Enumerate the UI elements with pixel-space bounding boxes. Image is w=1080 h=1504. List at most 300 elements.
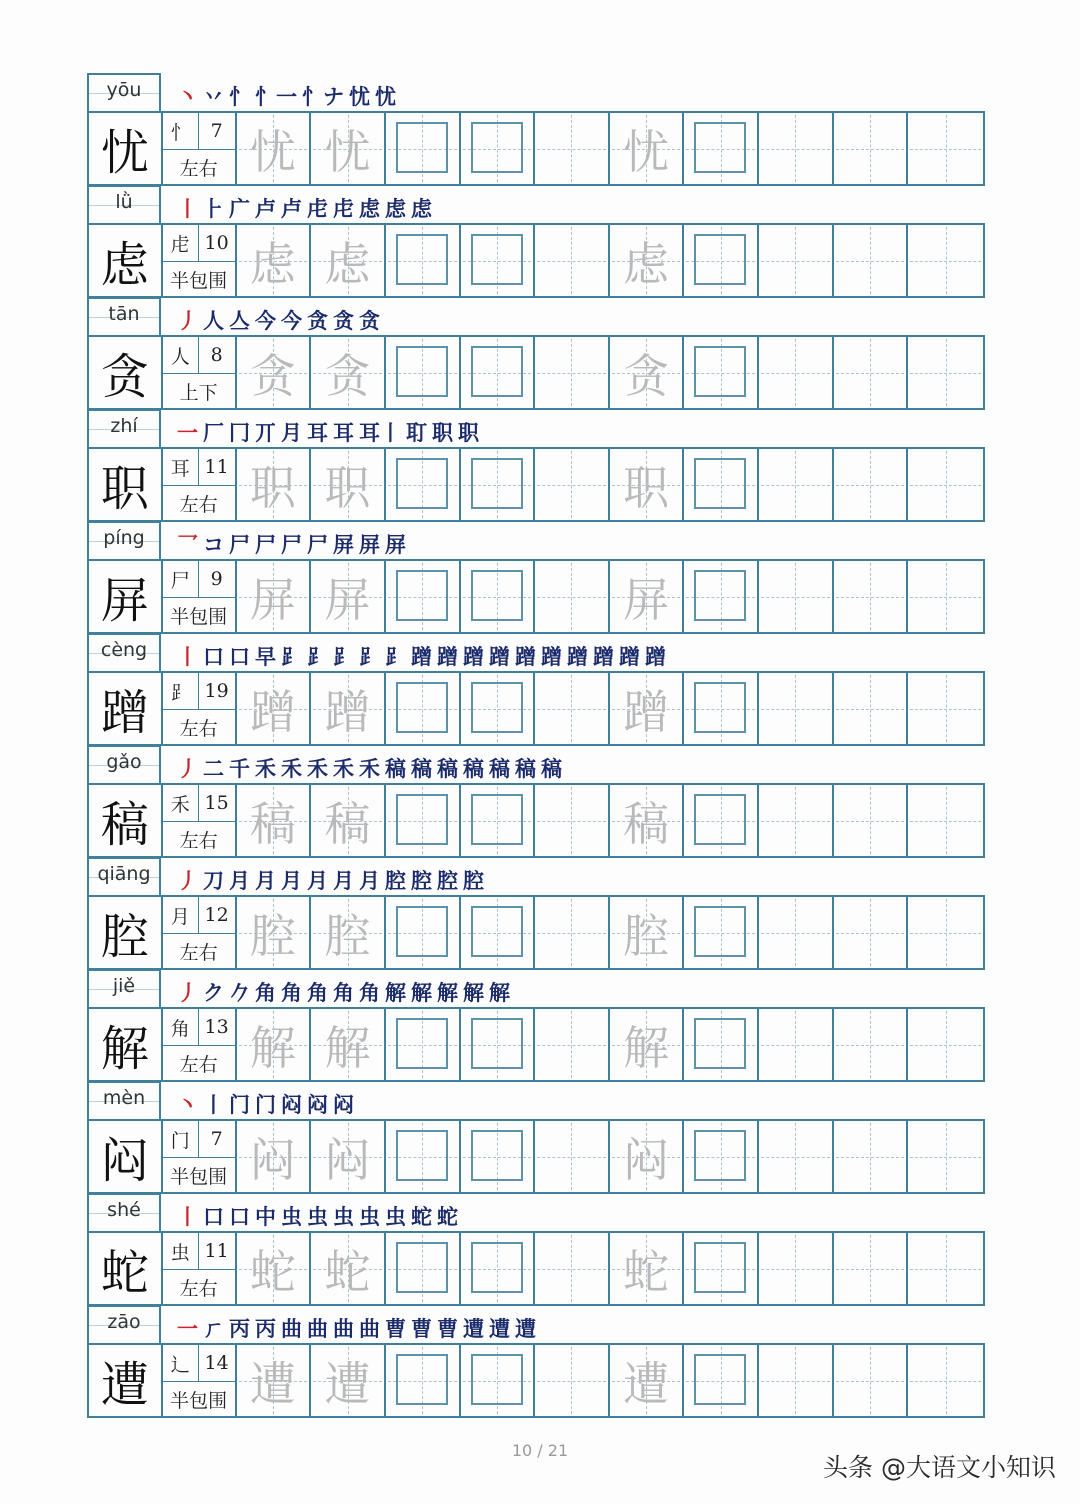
trace-character: 腔: [249, 908, 296, 963]
info-top: [163, 1009, 235, 1046]
character-info: [163, 673, 237, 744]
writing-row: [87, 447, 985, 522]
stroke-step: 耵: [406, 421, 427, 445]
stroke-step: 今: [281, 309, 302, 333]
stroke-count: 11: [204, 456, 229, 478]
pinyin-text: mèn: [102, 1087, 146, 1109]
boxed-cell[interactable]: [684, 337, 759, 408]
trace-character: 屏: [249, 572, 296, 627]
practice-cell[interactable]: [908, 673, 983, 744]
stroke-step: 蹭: [463, 645, 484, 669]
trace-cell[interactable]: [610, 337, 685, 408]
stroke-step: 忄: [229, 85, 250, 109]
stroke-step: 千: [229, 757, 250, 781]
character-entry: [87, 857, 985, 969]
trace-cell[interactable]: [610, 449, 685, 520]
stroke-step: 𠂊: [229, 981, 250, 1005]
radical: ⻊: [163, 673, 199, 709]
practice-cell[interactable]: [834, 1233, 909, 1304]
practice-cell[interactable]: [759, 785, 834, 856]
writing-row: [87, 335, 985, 410]
stroke-step: 月: [255, 869, 276, 893]
radical: 辶: [163, 1345, 199, 1381]
stroke-step: 蹭: [541, 645, 562, 669]
inner-box: [471, 1354, 523, 1405]
character-info: [163, 785, 237, 856]
watermark-text: 头条 @大语文小知识: [823, 1453, 1056, 1482]
practice-cell[interactable]: [834, 1345, 909, 1416]
boxed-cell[interactable]: [461, 1345, 536, 1416]
pinyin-box: [87, 409, 161, 447]
trace-cell[interactable]: [237, 1121, 312, 1192]
stroke-step: 贪: [307, 309, 328, 333]
boxed-cell[interactable]: [386, 897, 461, 968]
trace-character: 蛇: [623, 1244, 670, 1299]
boxed-cell[interactable]: [461, 1121, 536, 1192]
trace-character: 遭: [249, 1356, 296, 1411]
boxed-cell[interactable]: [461, 113, 536, 184]
stroke-step: 丨: [177, 1205, 198, 1229]
stroke-step: 卢: [281, 197, 302, 221]
stroke-step: 角: [307, 981, 328, 1005]
practice-cell[interactable]: [834, 897, 909, 968]
info-top: [163, 449, 235, 486]
boxed-cell[interactable]: [461, 897, 536, 968]
structure: 上下: [179, 381, 218, 404]
trace-cell[interactable]: [311, 1009, 386, 1080]
structure: 半包围: [170, 605, 228, 628]
stroke-step: 丶: [177, 85, 198, 109]
stroke-step: 厂: [203, 421, 224, 445]
trace-cell[interactable]: [610, 113, 685, 184]
trace-cell[interactable]: [237, 225, 312, 296]
pinyin-text: shé: [107, 1199, 141, 1221]
stroke-step: 蹭: [411, 645, 432, 669]
practice-cell[interactable]: [759, 1233, 834, 1304]
stroke-order: [177, 865, 484, 895]
boxed-cell[interactable]: [461, 1009, 536, 1080]
practice-cell[interactable]: [908, 561, 983, 632]
practice-cell[interactable]: [834, 225, 909, 296]
inner-box: [694, 346, 746, 397]
stroke-step: 解: [411, 981, 432, 1005]
practice-cell[interactable]: [834, 785, 909, 856]
boxed-cell[interactable]: [386, 337, 461, 408]
structure: 左右: [179, 157, 218, 180]
stroke-step: 蛇: [411, 1205, 432, 1229]
boxed-cell[interactable]: [684, 897, 759, 968]
practice-cell[interactable]: [908, 1121, 983, 1192]
stroke-step: 丿: [177, 981, 198, 1005]
stroke-step: 月: [281, 869, 302, 893]
boxed-cell[interactable]: [461, 337, 536, 408]
practice-cell[interactable]: [908, 113, 983, 184]
trace-cell[interactable]: [237, 897, 312, 968]
practice-cell[interactable]: [535, 449, 610, 520]
practice-cell[interactable]: [535, 1345, 610, 1416]
practice-cell[interactable]: [535, 561, 610, 632]
character-info: [163, 561, 237, 632]
info-top: [163, 1233, 235, 1270]
stroke-order: [177, 641, 666, 671]
boxed-cell[interactable]: [684, 673, 759, 744]
stroke-step: 虫: [307, 1205, 328, 1229]
practice-cell[interactable]: [759, 1345, 834, 1416]
writing-row: [87, 1343, 985, 1418]
pinyin-box: [87, 297, 161, 335]
info-top: [163, 561, 235, 598]
inner-box: [471, 570, 523, 621]
trace-cell[interactable]: [311, 113, 386, 184]
boxed-cell[interactable]: [684, 225, 759, 296]
pinyin-text: lǜ: [115, 191, 133, 213]
trace-cell[interactable]: [237, 673, 312, 744]
trace-cell[interactable]: [311, 337, 386, 408]
practice-cell[interactable]: [535, 1233, 610, 1304]
practice-cell[interactable]: [535, 785, 610, 856]
trace-character: 遭: [623, 1356, 670, 1411]
inner-box: [396, 1354, 448, 1405]
writing-row: [87, 223, 985, 298]
boxed-cell[interactable]: [386, 561, 461, 632]
practice-cell[interactable]: [834, 561, 909, 632]
stroke-order: [177, 81, 396, 111]
stroke-step: 二: [203, 757, 224, 781]
trace-cell[interactable]: [237, 1009, 312, 1080]
character-info: [163, 1009, 237, 1080]
stroke-step: 蹭: [645, 645, 666, 669]
trace-character: 蛇: [324, 1244, 371, 1299]
stroke-step: 屏: [333, 533, 354, 557]
structure: 左右: [179, 1053, 218, 1076]
practice-cell[interactable]: [908, 449, 983, 520]
trace-cell[interactable]: [610, 225, 685, 296]
practice-cell[interactable]: [908, 1345, 983, 1416]
trace-cell[interactable]: [237, 561, 312, 632]
practice-cell[interactable]: [759, 561, 834, 632]
stroke-order: [177, 1313, 536, 1343]
trace-character: 腔: [623, 908, 670, 963]
stroke-step: 稿: [515, 757, 536, 781]
trace-character: 忧: [324, 124, 371, 179]
radical: 人: [163, 337, 199, 373]
trace-cell[interactable]: [610, 1121, 685, 1192]
boxed-cell[interactable]: [684, 113, 759, 184]
inner-box: [396, 1130, 448, 1181]
practice-cell[interactable]: [834, 1009, 909, 1080]
stroke-step: 蹭: [515, 645, 536, 669]
stroke-step: 虑: [411, 197, 432, 221]
stroke-order: [177, 305, 380, 335]
boxed-cell[interactable]: [386, 1345, 461, 1416]
practice-cell[interactable]: [834, 337, 909, 408]
boxed-cell[interactable]: [684, 1009, 759, 1080]
inner-box: [694, 906, 746, 957]
boxed-cell[interactable]: [684, 1233, 759, 1304]
stroke-step: 屏: [385, 533, 406, 557]
character-info: [163, 1233, 237, 1304]
pinyin-box: [87, 857, 161, 895]
inner-box: [396, 570, 448, 621]
practice-cell[interactable]: [535, 225, 610, 296]
trace-cell[interactable]: [610, 785, 685, 856]
trace-cell[interactable]: [237, 1345, 312, 1416]
stroke-step: 虫: [385, 1205, 406, 1229]
inner-box: [471, 794, 523, 845]
stroke-step: 职: [432, 421, 453, 445]
character-entry: [87, 633, 985, 745]
stroke-count: 9: [210, 568, 223, 590]
inner-box: [471, 1130, 523, 1181]
inner-box: [694, 794, 746, 845]
practice-cell[interactable]: [535, 897, 610, 968]
radical: 耳: [163, 449, 199, 485]
trace-cell[interactable]: [311, 1121, 386, 1192]
boxed-cell[interactable]: [684, 449, 759, 520]
practice-cell[interactable]: [908, 1009, 983, 1080]
stroke-step: 中: [255, 1205, 276, 1229]
trace-cell[interactable]: [610, 1009, 685, 1080]
stroke-count: 8: [210, 344, 223, 366]
inner-box: [396, 234, 448, 285]
inner-box: [396, 1018, 448, 1069]
pinyin-box: [87, 185, 161, 223]
practice-cell[interactable]: [759, 897, 834, 968]
inner-box: [694, 682, 746, 733]
boxed-cell[interactable]: [461, 225, 536, 296]
inner-box: [396, 794, 448, 845]
info-top: [163, 113, 235, 150]
boxed-cell[interactable]: [386, 673, 461, 744]
trace-character: 忧: [623, 124, 670, 179]
stroke-step: 耳丨: [359, 421, 401, 445]
stroke-step: 门: [255, 1093, 276, 1117]
practice-cell[interactable]: [759, 1121, 834, 1192]
boxed-cell[interactable]: [461, 449, 536, 520]
boxed-cell[interactable]: [684, 1345, 759, 1416]
trace-character: 职: [623, 460, 670, 515]
boxed-cell[interactable]: [386, 225, 461, 296]
info-top: [163, 225, 235, 262]
practice-cell[interactable]: [759, 449, 834, 520]
trace-character: 贪: [623, 348, 670, 403]
inner-box: [471, 122, 523, 173]
trace-cell[interactable]: [237, 1233, 312, 1304]
stroke-step: 忄ナ: [302, 85, 344, 109]
pinyin-text: cèng: [100, 639, 148, 661]
trace-character: 贪: [249, 348, 296, 403]
boxed-cell[interactable]: [461, 561, 536, 632]
boxed-cell[interactable]: [386, 1121, 461, 1192]
trace-cell[interactable]: [237, 785, 312, 856]
stroke-step: ⻊: [359, 645, 380, 669]
stroke-step: 丿: [177, 309, 198, 333]
practice-cell[interactable]: [834, 1121, 909, 1192]
trace-cell[interactable]: [237, 113, 312, 184]
pinyin-box: [87, 745, 161, 783]
pinyin-box: [87, 73, 161, 111]
practice-cell[interactable]: [759, 337, 834, 408]
stroke-count: 12: [204, 904, 229, 926]
trace-cell[interactable]: [311, 1233, 386, 1304]
trace-character: 职: [324, 460, 371, 515]
trace-character: 虑: [623, 236, 670, 291]
structure: 半包围: [170, 269, 228, 292]
stroke-count: 7: [210, 1128, 223, 1150]
stroke-step: 曲: [359, 1317, 380, 1341]
trace-cell[interactable]: [610, 897, 685, 968]
boxed-cell[interactable]: [386, 785, 461, 856]
pinyin-box: [87, 1081, 161, 1119]
practice-cell[interactable]: [834, 113, 909, 184]
trace-character: 腔: [324, 908, 371, 963]
pinyin-box: [87, 1305, 161, 1343]
practice-cell[interactable]: [908, 225, 983, 296]
info-top: [163, 1345, 235, 1382]
pinyin-text: zāo: [107, 1311, 141, 1333]
inner-box: [396, 906, 448, 957]
stroke-step: 虑: [359, 197, 380, 221]
stroke-step: 遭: [463, 1317, 484, 1341]
stroke-step: 冂: [229, 421, 250, 445]
trace-cell[interactable]: [237, 449, 312, 520]
boxed-cell[interactable]: [684, 561, 759, 632]
trace-cell[interactable]: [311, 897, 386, 968]
practice-cell[interactable]: [535, 1009, 610, 1080]
stroke-step: 丨: [203, 1093, 224, 1117]
character-info: [163, 1345, 237, 1416]
stroke-step: 口: [203, 645, 224, 669]
boxed-cell[interactable]: [386, 1009, 461, 1080]
practice-cell[interactable]: [908, 897, 983, 968]
boxed-cell[interactable]: [461, 785, 536, 856]
practice-sheet: [87, 73, 985, 1417]
trace-cell[interactable]: [311, 225, 386, 296]
stroke-order: [177, 1201, 458, 1231]
trace-cell[interactable]: [311, 673, 386, 744]
info-top: [163, 1121, 235, 1158]
trace-character: 解: [249, 1020, 296, 1075]
inner-box: [471, 234, 523, 285]
inner-box: [396, 682, 448, 733]
practice-cell[interactable]: [535, 337, 610, 408]
model-character: 解: [89, 1009, 163, 1080]
writing-row: [87, 1231, 985, 1306]
trace-cell[interactable]: [311, 449, 386, 520]
practice-cell[interactable]: [759, 1009, 834, 1080]
radical: 尸: [163, 561, 199, 597]
structure: 左右: [179, 1277, 218, 1300]
pinyin-text: qiāng: [97, 863, 151, 885]
stroke-step: 解: [463, 981, 484, 1005]
practice-cell[interactable]: [908, 1233, 983, 1304]
stroke-step: 角: [255, 981, 276, 1005]
stroke-step: 亼: [229, 309, 250, 333]
trace-character: 贪: [324, 348, 371, 403]
writing-row: [87, 895, 985, 970]
trace-character: 屏: [324, 572, 371, 627]
stroke-step: 丨: [177, 197, 198, 221]
stroke-order: [177, 529, 406, 559]
stroke-step: 月: [307, 869, 328, 893]
stroke-step: 丶: [177, 1093, 198, 1117]
trace-cell[interactable]: [610, 1345, 685, 1416]
stroke-step: 角: [281, 981, 302, 1005]
trace-cell[interactable]: [311, 561, 386, 632]
boxed-cell[interactable]: [386, 449, 461, 520]
trace-character: 解: [324, 1020, 371, 1075]
character-info: [163, 225, 237, 296]
stroke-step: 曲: [281, 1317, 302, 1341]
stroke-step: 稿: [489, 757, 510, 781]
stroke-step: 早: [255, 645, 276, 669]
stroke-order: [177, 977, 510, 1007]
character-entry: [87, 409, 985, 521]
practice-cell[interactable]: [759, 673, 834, 744]
stroke-step: 禾: [281, 757, 302, 781]
stroke-step: 解: [437, 981, 458, 1005]
model-character: 腔: [89, 897, 163, 968]
pinyin-text: tān: [108, 303, 140, 325]
trace-character: 解: [623, 1020, 670, 1075]
trace-cell[interactable]: [610, 561, 685, 632]
stroke-count: 15: [204, 792, 229, 814]
stroke-step: 蹭: [437, 645, 458, 669]
boxed-cell[interactable]: [386, 1233, 461, 1304]
stroke-count: 14: [204, 1352, 229, 1374]
radical: 月: [163, 897, 199, 933]
trace-cell[interactable]: [610, 1233, 685, 1304]
stroke-step: 虍: [333, 197, 354, 221]
stroke-step: 蹭: [567, 645, 588, 669]
pinyin-text: jiě: [112, 975, 136, 997]
practice-cell[interactable]: [535, 1121, 610, 1192]
stroke-step: 稿: [463, 757, 484, 781]
stroke-step: 虫: [281, 1205, 302, 1229]
practice-cell[interactable]: [535, 113, 610, 184]
practice-cell[interactable]: [834, 673, 909, 744]
practice-cell[interactable]: [759, 113, 834, 184]
trace-cell[interactable]: [610, 673, 685, 744]
stroke-step: 丌: [255, 421, 276, 445]
character-entry: [87, 1081, 985, 1193]
trace-character: 虑: [324, 236, 371, 291]
info-top: [163, 785, 235, 822]
stroke-step: 蛇: [437, 1205, 458, 1229]
boxed-cell[interactable]: [684, 785, 759, 856]
stroke-step: 蹭: [619, 645, 640, 669]
structure: 左右: [179, 717, 218, 740]
inner-box: [396, 1242, 448, 1293]
practice-cell[interactable]: [908, 785, 983, 856]
inner-box: [694, 234, 746, 285]
boxed-cell[interactable]: [461, 673, 536, 744]
boxed-cell[interactable]: [386, 113, 461, 184]
practice-cell[interactable]: [908, 337, 983, 408]
trace-cell[interactable]: [311, 1345, 386, 1416]
practice-cell[interactable]: [759, 225, 834, 296]
stroke-step: 广: [229, 197, 250, 221]
stroke-count: 13: [204, 1016, 229, 1038]
boxed-cell[interactable]: [461, 1233, 536, 1304]
stroke-step: 虑: [385, 197, 406, 221]
practice-cell[interactable]: [834, 449, 909, 520]
practice-cell[interactable]: [535, 673, 610, 744]
trace-cell[interactable]: [237, 337, 312, 408]
stroke-count: 19: [204, 680, 229, 702]
boxed-cell[interactable]: [684, 1121, 759, 1192]
trace-cell[interactable]: [311, 785, 386, 856]
